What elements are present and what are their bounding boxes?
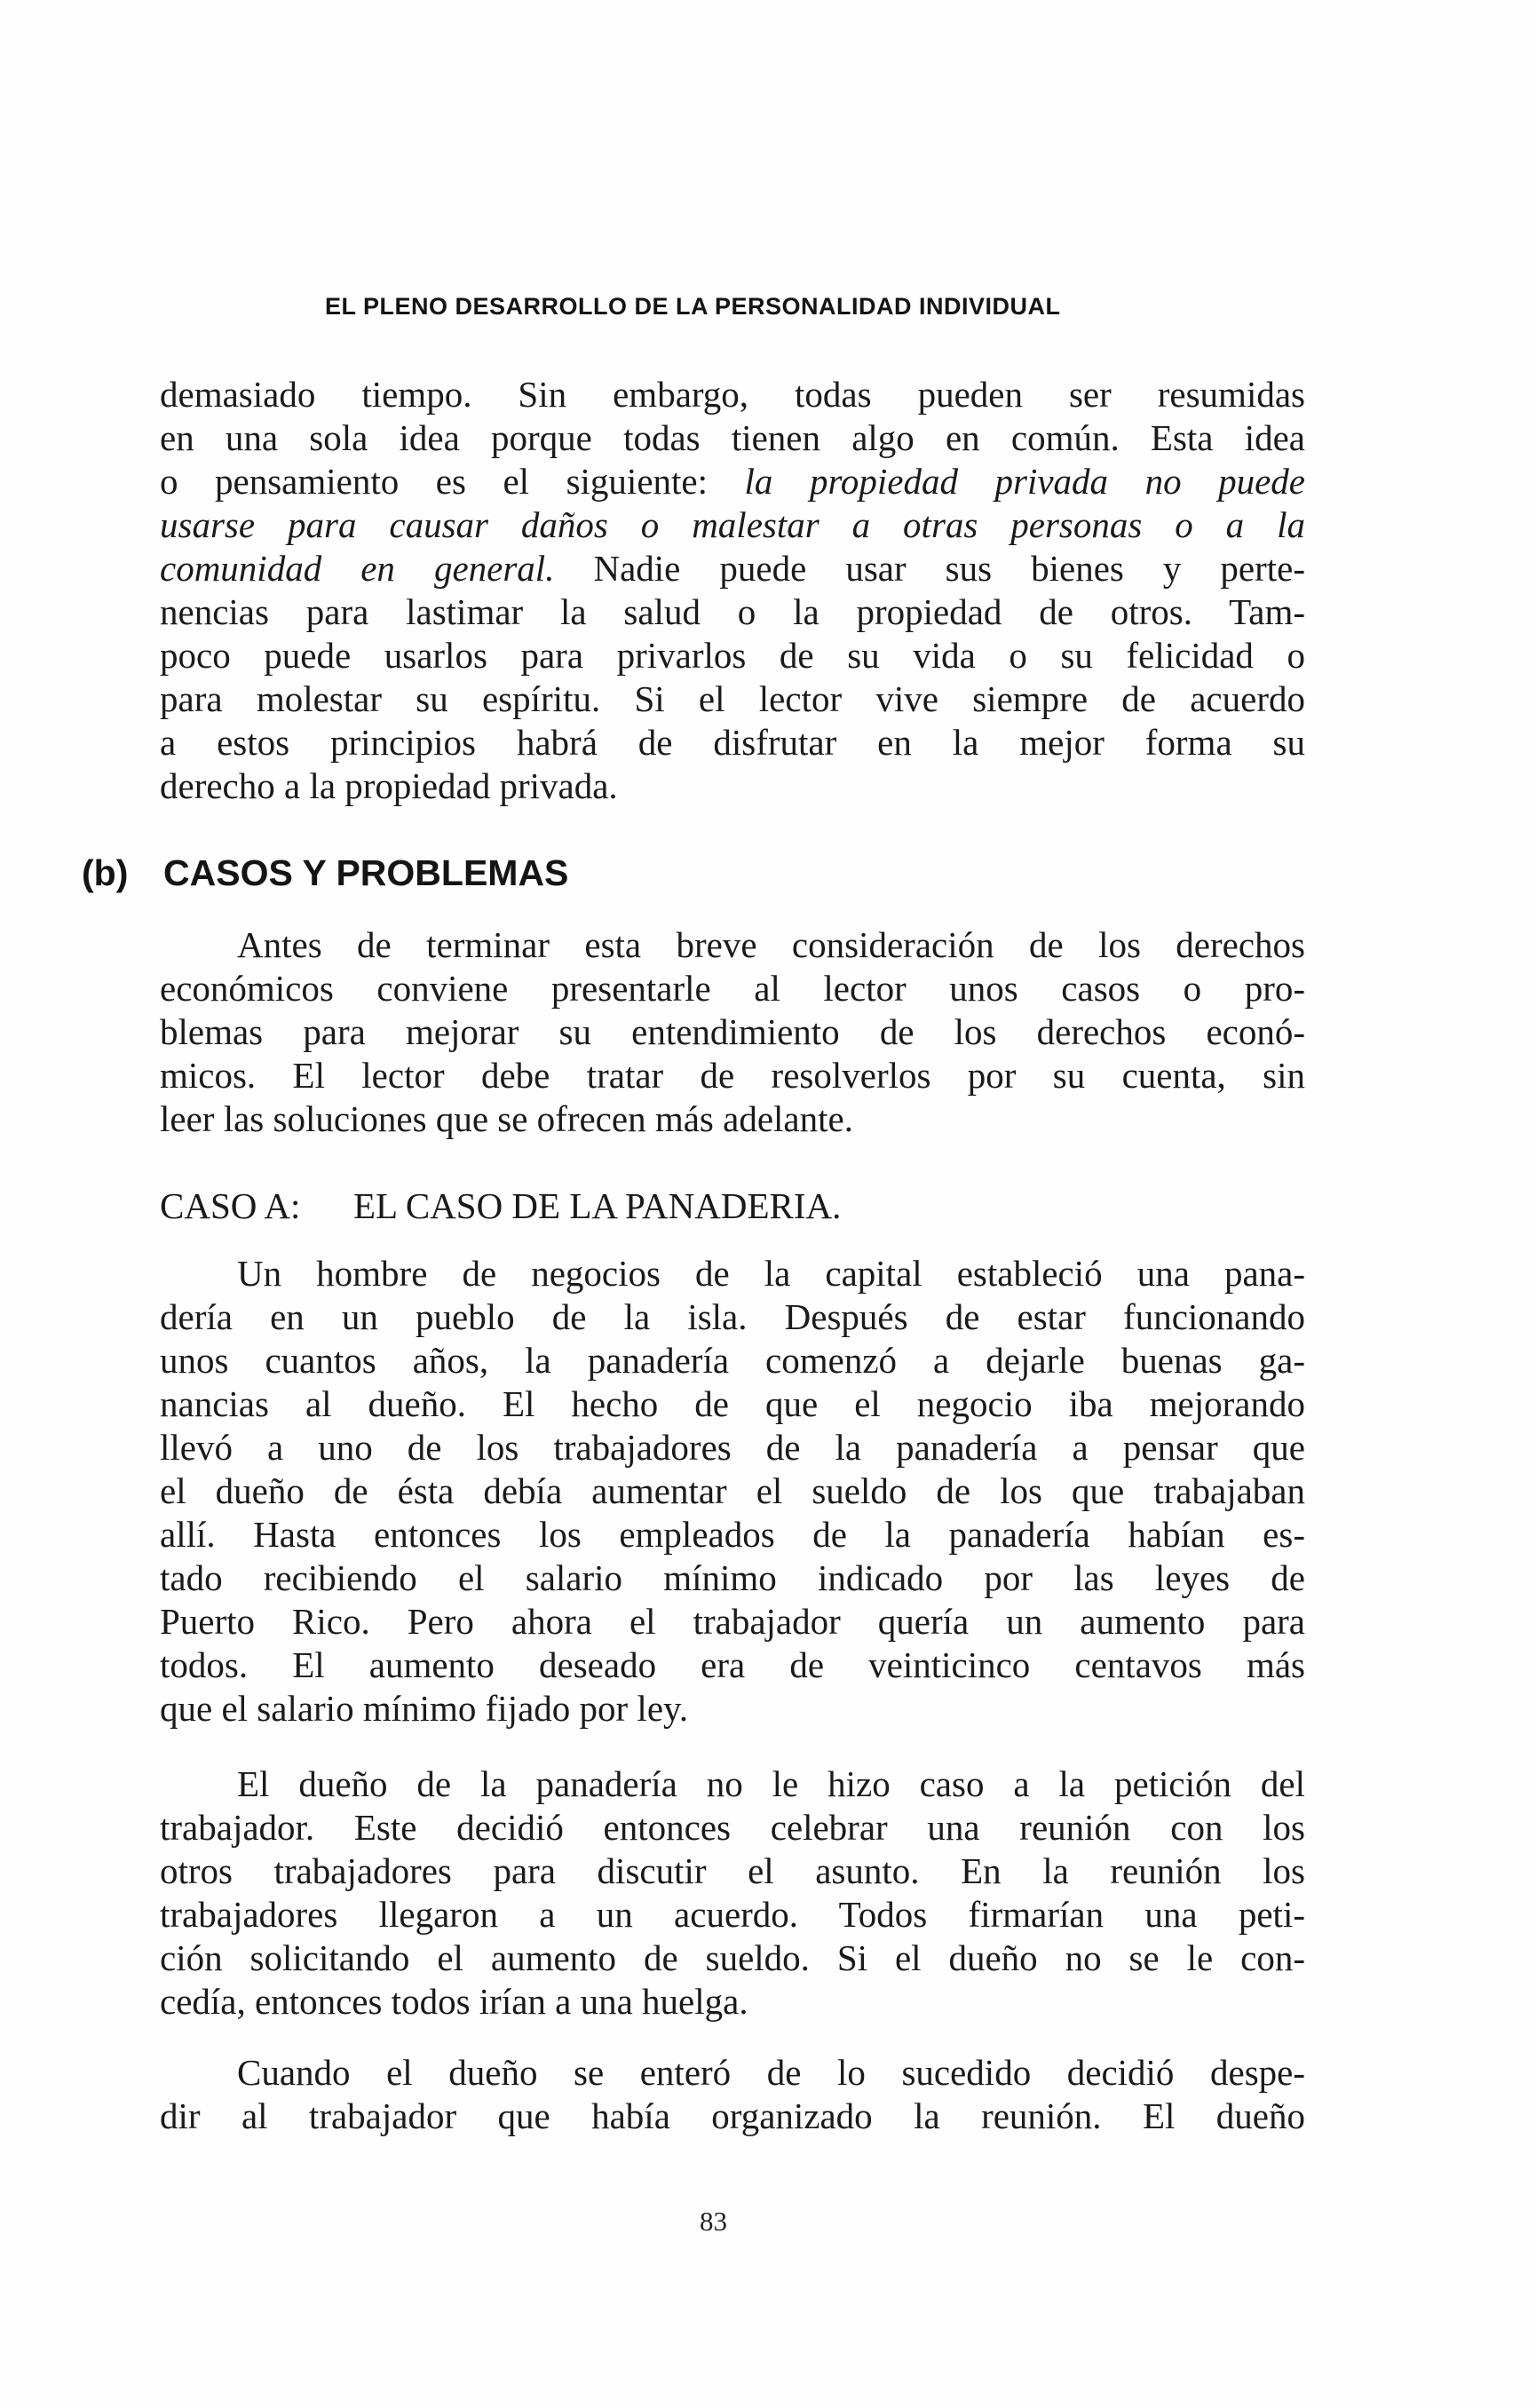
- paragraph-line: en una sola idea porque todas tienen algo en común. Esta idea: [160, 417, 1305, 458]
- section-heading: [82, 852, 568, 894]
- paragraph-line: el dueño de ésta debía aumentar el sueldo de los que trabajaban: [160, 1470, 1305, 1511]
- running-head: EL PLENO DESARROLLO DE LA PERSONALIDAD INDIVIDUAL: [325, 293, 1061, 320]
- paragraph-line: a estos principios habrá de disfrutar en la mejor forma su: [160, 722, 1305, 763]
- text-run: o pensamiento es el siguiente:: [160, 461, 708, 502]
- emphasis-text: comunidad en general.: [160, 548, 555, 589]
- paragraph-line: unos cuantos años, la panadería comenzó a dejarle buenas ga-: [160, 1340, 1305, 1381]
- paragraph-line: leer las soluciones que se ofrecen más adelante.: [160, 1098, 853, 1139]
- section-title: CASOS Y PROBLEMAS: [163, 852, 569, 893]
- paragraph-line: demasiado tiempo. Sin embargo, todas pueden ser resumidas: [160, 374, 1305, 415]
- paragraph-line: El dueño de la panadería no le hizo caso a la petición del: [237, 1763, 1305, 1804]
- paragraph-line: nancias al dueño. El hecho de que el negocio iba mejorando: [160, 1383, 1305, 1424]
- paragraph-line: [160, 460, 1305, 503]
- paragraph-line: tado recibiendo el salario mínimo indicado por las leyes de: [160, 1557, 1305, 1598]
- paragraph-line: otros trabajadores para discutir el asunto. En la reunión los: [160, 1850, 1305, 1891]
- text-run: Nadie puede usar sus bienes y perte-: [593, 548, 1305, 589]
- paragraph-line: Cuando el dueño se enteró de lo sucedido decidió despe-: [237, 2052, 1305, 2093]
- paragraph-line: Puerto Rico. Pero ahora el trabajador quería un aumento para: [160, 1601, 1305, 1642]
- paragraph-line: económicos conviene presentarle al lector unos casos o pro-: [160, 968, 1305, 1009]
- case-heading: [160, 1184, 841, 1227]
- emphasis-text: la propiedad privada no puede: [744, 461, 1305, 502]
- paragraph-line: Un hombre de negocios de la capital estableció una pana-: [237, 1253, 1305, 1294]
- paragraph-line: dería en un pueblo de la isla. Después de estar funcionando: [160, 1296, 1305, 1337]
- paragraph-line: usarse para causar daños o malestar a otras personas o a la: [160, 504, 1305, 545]
- paragraph-line: ción solicitando el aumento de sueldo. Si el dueño no se le con-: [160, 1937, 1305, 1978]
- paragraph-line: nencias para lastimar la salud o la propiedad de otros. Tam-: [160, 591, 1305, 632]
- paragraph-line: que el salario mínimo fijado por ley.: [160, 1688, 689, 1729]
- paragraph-line: [160, 547, 1305, 590]
- paragraph-line: allí. Hasta entonces los empleados de la panadería habían es-: [160, 1514, 1305, 1555]
- paragraph-5: [160, 2051, 1305, 2138]
- paragraph-4: [160, 1762, 1305, 2024]
- paragraph-line: blemas para mejorar su entendimiento de los derechos econó-: [160, 1011, 1305, 1052]
- paragraph-line: cedía, entonces todos irían a una huelga.: [160, 1981, 748, 2022]
- section-marker: (b): [82, 852, 129, 893]
- paragraph-line: micos. El lector debe tratar de resolverlos por su cuenta, sin: [160, 1055, 1305, 1096]
- case-label: CASO A:: [160, 1185, 301, 1226]
- paragraph-line: dir al trabajador que había organizado la reunión. El dueño: [160, 2095, 1305, 2136]
- paragraph-line: llevó a uno de los trabajadores de la panadería a pensar que: [160, 1427, 1305, 1468]
- paragraph-line: poco puede usarlos para privarlos de su vida o su felicidad o: [160, 635, 1305, 676]
- page-number: 83: [700, 2206, 727, 2237]
- paragraph-line: todos. El aumento deseado era de veinticinco centavos más: [160, 1644, 1305, 1685]
- paragraph-line: trabajadores llegaron a un acuerdo. Todos firmarían una peti-: [160, 1894, 1305, 1935]
- paragraph-line: para molestar su espíritu. Si el lector vive siempre de acuerdo: [160, 678, 1305, 719]
- case-title: EL CASO DE LA PANADERIA.: [353, 1185, 842, 1226]
- paragraph-line: derecho a la propiedad privada.: [160, 765, 618, 806]
- paragraph-3: [160, 1252, 1305, 1731]
- paragraph-line: trabajador. Este decidió entonces celebrar una reunión con los: [160, 1807, 1305, 1848]
- paragraph-1: [160, 373, 1305, 808]
- paragraph-2: [160, 923, 1305, 1141]
- paragraph-line: Antes de terminar esta breve consideración de los derechos: [237, 924, 1305, 965]
